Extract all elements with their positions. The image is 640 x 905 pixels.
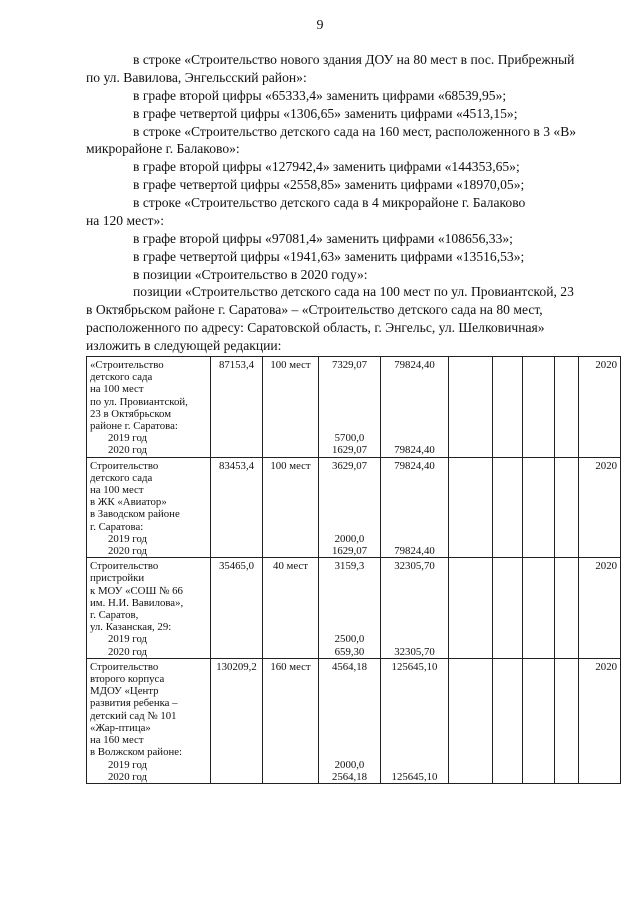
- spacer: [322, 371, 377, 383]
- text-line: в Октябрьском районе г. Саратова» – «Строительство детского сада на 80 мест,: [86, 302, 543, 317]
- spacer: [384, 371, 445, 383]
- empty-cell: [449, 658, 493, 783]
- spacer: [322, 697, 377, 709]
- text-line: в строке «Строительство детского сада на 160 мест, расположенного в 3 «В»: [133, 124, 577, 139]
- funding-col5-year: [384, 759, 445, 771]
- project-name-line: им. Н.И. Вавилова»,: [90, 596, 184, 609]
- text-line: расположенного по адресу: Саратовской область, г. Энгельс, ул. Шелковичная»: [86, 320, 545, 335]
- project-name-line: «Строительство: [90, 359, 164, 371]
- empty-cell: [449, 558, 493, 659]
- project-name-line: г. Саратов,: [90, 609, 139, 622]
- spacer: [322, 508, 377, 520]
- empty-cell: [523, 357, 555, 458]
- funding-col5-year: 79824,40: [394, 545, 435, 558]
- empty-cell: [555, 357, 579, 458]
- completion-year: 2020: [595, 459, 617, 472]
- empty-cell: [449, 457, 493, 558]
- funding-col4-total: 3159,3: [334, 560, 365, 573]
- year-label: 2019 год: [108, 432, 148, 445]
- project-name-line: Строительство: [90, 459, 159, 472]
- capacity-value: 160 мест: [270, 660, 311, 673]
- project-name-line: г. Саратова:: [90, 520, 144, 533]
- project-name-cell: [87, 558, 211, 659]
- capacity-value: 100 мест: [270, 359, 311, 371]
- spacer: [384, 710, 445, 722]
- funding-col4-year: 1629,07: [331, 545, 368, 558]
- funding-col5-cell: [381, 357, 449, 458]
- year-label: 2020 год: [108, 444, 148, 457]
- table-row: [87, 357, 621, 458]
- spacer: [384, 484, 445, 496]
- completion-year: 2020: [595, 560, 617, 573]
- spacer: [322, 597, 377, 609]
- data-table: [86, 356, 621, 784]
- spacer: [384, 521, 445, 533]
- spacer: [384, 609, 445, 621]
- project-name-line: пристройки: [90, 572, 145, 585]
- funding-col5-total: 79824,40: [394, 359, 435, 371]
- cost-value: 130209,2: [216, 660, 257, 673]
- funding-col5-total: 125645,10: [391, 660, 438, 673]
- project-name-line: районе г. Саратова:: [90, 420, 178, 433]
- spacer: [384, 597, 445, 609]
- spacer: [384, 697, 445, 709]
- funding-col4-year: 5700,0: [334, 432, 365, 445]
- text-line: в графе второй цифры «97081,4» заменить цифрами «108656,33»;: [133, 231, 513, 246]
- spacer: [384, 734, 445, 746]
- cost-cell: [211, 658, 263, 783]
- empty-cell: [555, 658, 579, 783]
- text-line: микрорайоне г. Балаково»:: [86, 141, 240, 156]
- completion-year-cell: [579, 357, 621, 458]
- text-line: в графе четвертой цифры «1941,63» заменить цифрами «13516,53»;: [133, 249, 525, 264]
- empty-cell: [523, 658, 555, 783]
- funding-col5-year: [384, 432, 445, 444]
- cost-cell: [211, 357, 263, 458]
- year-label: 2019 год: [108, 532, 148, 545]
- spacer: [384, 673, 445, 685]
- spacer: [384, 408, 445, 420]
- text-line: позиции «Строительство детского сада на 100 мест по ул. Провиантской, 23: [133, 284, 574, 299]
- spacer: [322, 383, 377, 395]
- spacer: [322, 408, 377, 420]
- funding-col4-total: 7329,07: [331, 359, 368, 371]
- funding-col5-cell: [381, 658, 449, 783]
- funding-col4-year: 2000,0: [334, 532, 365, 545]
- capacity-value: 40 мест: [273, 560, 308, 573]
- spacer: [322, 734, 377, 746]
- spacer: [322, 572, 377, 584]
- year-label: 2020 год: [108, 545, 148, 558]
- funding-col5-year: 32305,70: [394, 645, 435, 658]
- empty-cell: [493, 658, 523, 783]
- project-name-line: детского сада: [90, 371, 153, 384]
- spacer: [384, 496, 445, 508]
- funding-col5-cell: [381, 457, 449, 558]
- project-name-line: МДОУ «Центр: [90, 685, 159, 698]
- intro-line: изложить в следующей редакции:: [86, 338, 282, 353]
- funding-col5-total: 32305,70: [394, 560, 435, 573]
- completion-year-cell: [579, 457, 621, 558]
- completion-year-cell: [579, 558, 621, 659]
- funding-col4-year: 2564,18: [331, 770, 368, 783]
- table-row: [87, 457, 621, 558]
- text-line: в графе четвертой цифры «2558,85» заменить цифрами «18970,05»;: [133, 177, 525, 192]
- spacer: [322, 673, 377, 685]
- spacer: [384, 722, 445, 734]
- text-line: в строке «Строительство детского сада в 4 микрорайоне г. Балаково: [133, 195, 526, 210]
- spacer: [384, 621, 445, 633]
- project-name-line: 23 в Октябрьском: [90, 407, 172, 420]
- text-line: в графе второй цифры «65333,4» заменить цифрами «68539,95»;: [133, 88, 507, 103]
- funding-col5-year: 79824,40: [394, 444, 435, 457]
- empty-cell: [523, 558, 555, 659]
- spacer: [322, 710, 377, 722]
- funding-col4-year: 1629,07: [331, 444, 368, 457]
- cost-cell: [211, 558, 263, 659]
- funding-col4-total: 3629,07: [331, 459, 368, 472]
- spacer: [384, 585, 445, 597]
- project-name-line: к МОУ «СОШ № 66: [90, 584, 183, 597]
- empty-cell: [493, 558, 523, 659]
- project-name-line: Строительство: [90, 560, 159, 573]
- spacer: [322, 521, 377, 533]
- cost-value: 35465,0: [218, 560, 255, 573]
- empty-cell: [493, 357, 523, 458]
- funding-col4-year: 2000,0: [334, 758, 365, 771]
- cost-cell: [211, 457, 263, 558]
- funding-col4-year: 659,30: [334, 645, 365, 658]
- spacer: [322, 722, 377, 734]
- funding-col4-cell: [319, 658, 381, 783]
- funding-col4-total: 4564,18: [331, 660, 368, 673]
- empty-cell: [555, 457, 579, 558]
- table-row: [87, 658, 621, 783]
- spacer: [384, 472, 445, 484]
- spacer: [384, 396, 445, 408]
- completion-year: 2020: [595, 660, 617, 673]
- project-name-line: развития ребенка –: [90, 697, 178, 710]
- capacity-value: 100 мест: [270, 459, 311, 472]
- table-body: [87, 357, 621, 784]
- project-name-line: «Жар-птица»: [90, 721, 151, 734]
- funding-col4-cell: [319, 357, 381, 458]
- text-line: на 120 мест»:: [86, 213, 165, 228]
- year-label: 2020 год: [108, 645, 148, 658]
- project-name-line: на 100 мест: [90, 383, 144, 396]
- project-name-line: детский сад № 101: [90, 709, 177, 722]
- empty-cell: [493, 457, 523, 558]
- year-label: 2020 год: [108, 770, 148, 783]
- spacer: [384, 746, 445, 758]
- table-row: [87, 558, 621, 659]
- funding-col4-year: 2500,0: [334, 633, 365, 646]
- project-name-line: на 100 мест: [90, 484, 144, 497]
- project-name-line: второго корпуса: [90, 673, 165, 686]
- year-label: 2019 год: [108, 758, 148, 771]
- capacity-cell: [263, 457, 319, 558]
- completion-year: 2020: [595, 359, 617, 371]
- empty-cell: [555, 558, 579, 659]
- project-name-cell: [87, 457, 211, 558]
- funding-col5-total: 79824,40: [394, 459, 435, 472]
- capacity-cell: [263, 357, 319, 458]
- project-name-line: ул. Казанская, 29:: [90, 621, 172, 634]
- spacer: [322, 685, 377, 697]
- text-line: по ул. Вавилова, Энгельсский район»:: [86, 70, 307, 85]
- text-line: в графе четвертой цифры «1306,65» заменить цифрами «4513,15»;: [133, 106, 518, 121]
- project-name-line: детского сада: [90, 471, 153, 484]
- spacer: [384, 383, 445, 395]
- spacer: [384, 420, 445, 432]
- completion-year-cell: [579, 658, 621, 783]
- spacer: [322, 420, 377, 432]
- funding-col5-year: [384, 533, 445, 545]
- funding-col5-year: [384, 633, 445, 645]
- capacity-cell: [263, 558, 319, 659]
- funding-col4-cell: [319, 457, 381, 558]
- text-line: в позиции «Строительство в 2020 году»:: [133, 267, 368, 282]
- spacer: [322, 496, 377, 508]
- funding-col5-cell: [381, 558, 449, 659]
- year-label: 2019 год: [108, 633, 148, 646]
- spacer: [322, 621, 377, 633]
- cost-value: 83453,4: [218, 459, 255, 472]
- spacer: [384, 572, 445, 584]
- funding-col5-year: 125645,10: [391, 770, 438, 783]
- spacer: [322, 585, 377, 597]
- spacer: [322, 746, 377, 758]
- empty-cell: [523, 457, 555, 558]
- funding-col4-cell: [319, 558, 381, 659]
- capacity-cell: [263, 658, 319, 783]
- project-name-line: в Волжском районе:: [90, 746, 183, 759]
- cost-value: 87153,4: [218, 359, 255, 371]
- project-name-line: в Заводском районе: [90, 508, 180, 521]
- spacer: [322, 609, 377, 621]
- project-name-cell: [87, 658, 211, 783]
- spacer: [384, 508, 445, 520]
- project-name-line: в ЖК «Авиатор»: [90, 496, 167, 509]
- spacer: [322, 396, 377, 408]
- spacer: [322, 472, 377, 484]
- page-number: 9: [316, 18, 324, 33]
- project-name-line: на 160 мест: [90, 734, 144, 747]
- text-line: в строке «Строительство нового здания ДОУ на 80 мест в пос. Прибрежный: [133, 52, 575, 67]
- spacer: [384, 685, 445, 697]
- project-name-cell: [87, 357, 211, 458]
- spacer: [322, 484, 377, 496]
- project-name-line: по ул. Провиантской,: [90, 395, 188, 408]
- empty-cell: [449, 357, 493, 458]
- project-name-line: Строительство: [90, 660, 159, 673]
- text-line: в графе второй цифры «127942,4» заменить цифрами «144353,65»;: [133, 159, 520, 174]
